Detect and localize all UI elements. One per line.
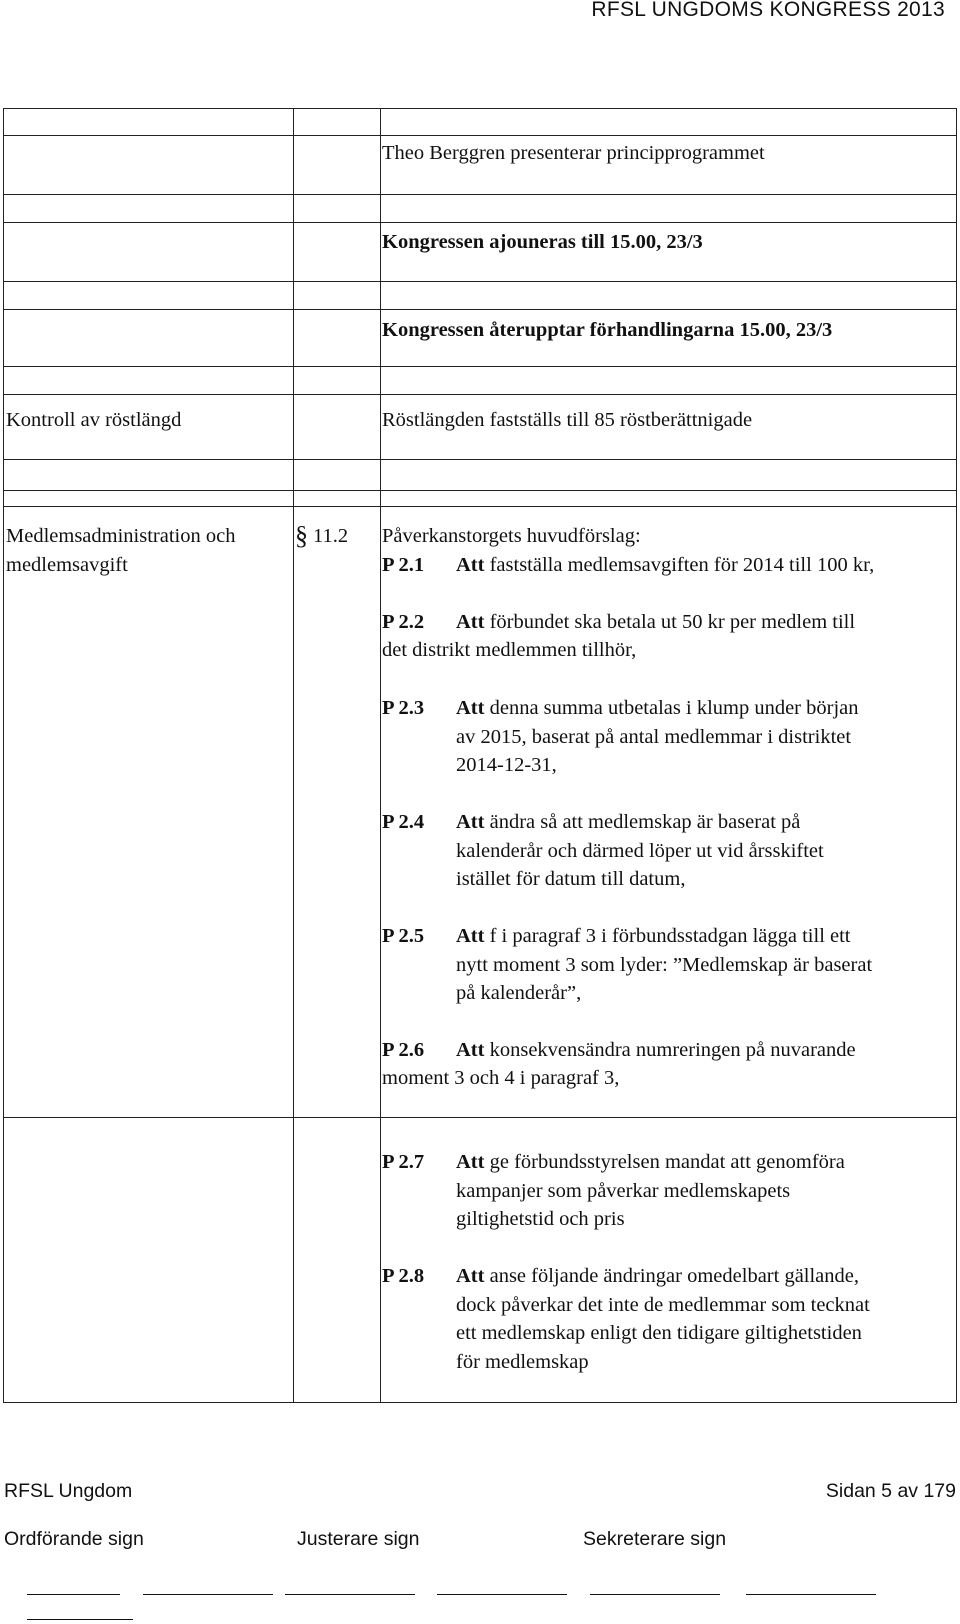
signature-label-adjuster: Justerare sign — [297, 1528, 420, 1550]
item-text: ändra så att medlemskap är baserat på — [489, 811, 801, 833]
item-text-continued: på kalenderår”, — [456, 982, 582, 1004]
item-text-continued: istället för datum till datum, — [456, 868, 686, 890]
item-text: fastställa medlemsavgiften för 2014 till 100 kr, — [489, 554, 875, 576]
item-text-continued: 2014-12-31, — [456, 754, 557, 776]
item-text: f i paragraf 3 i förbundsstadgan lägga till ett — [489, 925, 851, 947]
item-text-continued: kampanjer som påverkar medlemskapets — [456, 1179, 791, 1202]
paragraph-number: 11.2 — [313, 525, 349, 547]
table-border-left — [3, 108, 4, 1403]
paragraph-icon: § — [295, 521, 308, 550]
list-item — [456, 1036, 856, 1065]
table-rule — [3, 366, 957, 367]
item-number: P 2.1 — [382, 554, 425, 576]
table-rule — [3, 281, 957, 282]
section-topic-line2: medlemsavgift — [6, 554, 128, 576]
item-number: P 2.3 — [382, 697, 425, 719]
table-rule — [3, 1402, 957, 1403]
item-number: P 2.4 — [382, 811, 425, 833]
list-item — [456, 1148, 845, 1234]
item-text: anse följande ändringar omedelbart gällande, — [489, 1265, 860, 1287]
signature-line — [285, 1594, 415, 1595]
list-item — [456, 808, 824, 894]
signature-label-chair: Ordförande sign — [4, 1528, 144, 1550]
signature-line — [437, 1594, 567, 1595]
item-text-continued: det distrikt medlemmen tillhör, — [382, 639, 637, 661]
row-adjourned: Kongressen ajouneras till 15.00, 23/3 — [382, 231, 703, 253]
list-item — [456, 1262, 870, 1376]
row-roll-call-topic: Kontroll av röstlängd — [6, 409, 182, 431]
signature-line — [27, 1594, 120, 1595]
table-rule — [3, 459, 957, 460]
att-keyword: Att — [456, 1265, 485, 1287]
table-rule — [3, 1117, 957, 1118]
item-text-continued: giltighetstid och pris — [456, 1208, 625, 1230]
table-rule — [3, 194, 957, 195]
table-rule — [3, 506, 957, 507]
table-rule — [3, 135, 957, 136]
item-text: ge förbundsstyrelsen mandat att genomföra — [489, 1151, 845, 1173]
table-border-right — [956, 108, 957, 1403]
att-keyword: Att — [456, 1151, 485, 1173]
item-text-continued: nytt moment 3 som lyder: ”Medlemskap är baserat — [456, 953, 873, 976]
item-text-continued: av 2015, baserat på antal medlemmar i distriktet — [456, 725, 852, 748]
table-rule — [3, 394, 957, 395]
signature-line — [746, 1594, 876, 1595]
item-text-continued: dock påverkar det inte de medlemmar som tecknat — [456, 1293, 870, 1316]
signature-line — [27, 1619, 133, 1620]
row-resumed: Kongressen återupptar förhandlingarna 15.00, 23/3 — [382, 319, 833, 341]
item-text: förbundet ska betala ut 50 kr per medlem till — [489, 611, 856, 633]
item-text-continued: moment 3 och 4 i paragraf 3, — [382, 1067, 620, 1089]
list-item — [456, 922, 872, 1008]
att-keyword: Att — [456, 697, 485, 719]
att-keyword: Att — [456, 611, 485, 633]
item-text-continued: kalenderår och därmed löper ut vid årsskiftet — [456, 839, 824, 862]
signature-line — [143, 1594, 273, 1595]
item-number: P 2.5 — [382, 925, 425, 947]
item-number: P 2.8 — [382, 1265, 425, 1287]
list-item — [456, 694, 859, 780]
item-text-continued: för medlemskap — [456, 1350, 589, 1373]
page-header: RFSL UNGDOMS KONGRESS 2013 — [591, 0, 945, 21]
proposal-heading: Påverkanstorgets huvudförslag: — [382, 525, 641, 547]
row-presentation: Theo Berggren presenterar principprogrammet — [382, 142, 765, 164]
table-rule — [3, 108, 957, 109]
column-separator — [293, 108, 294, 1403]
item-text-continued: ett medlemskap enligt den tidigare giltighetstiden — [456, 1322, 862, 1344]
signature-label-secretary: Sekreterare sign — [583, 1528, 727, 1550]
item-number: P 2.6 — [382, 1039, 425, 1061]
item-text: konsekvensändra numreringen på nuvarande — [489, 1039, 856, 1061]
table-rule — [3, 490, 957, 491]
item-number: P 2.7 — [382, 1151, 425, 1173]
footer-org: RFSL Ungdom — [4, 1480, 133, 1502]
att-keyword: Att — [456, 1039, 485, 1061]
item-number: P 2.2 — [382, 611, 425, 633]
signature-line — [590, 1594, 720, 1595]
column-separator — [380, 108, 381, 1403]
section-topic-line1: Medlemsadministration och — [6, 525, 236, 547]
item-text: denna summa utbetalas i klump under början — [489, 697, 859, 719]
footer-page-number: Sidan 5 av 179 — [825, 1480, 956, 1502]
table-rule — [3, 222, 957, 223]
att-keyword: Att — [456, 811, 485, 833]
row-roll-call-decision: Röstlängden fastställs till 85 röstberättnigade — [382, 409, 753, 431]
att-keyword: Att — [456, 925, 485, 947]
list-item — [456, 608, 855, 637]
table-rule — [3, 309, 957, 310]
att-keyword: Att — [456, 554, 485, 576]
list-item — [456, 551, 874, 580]
